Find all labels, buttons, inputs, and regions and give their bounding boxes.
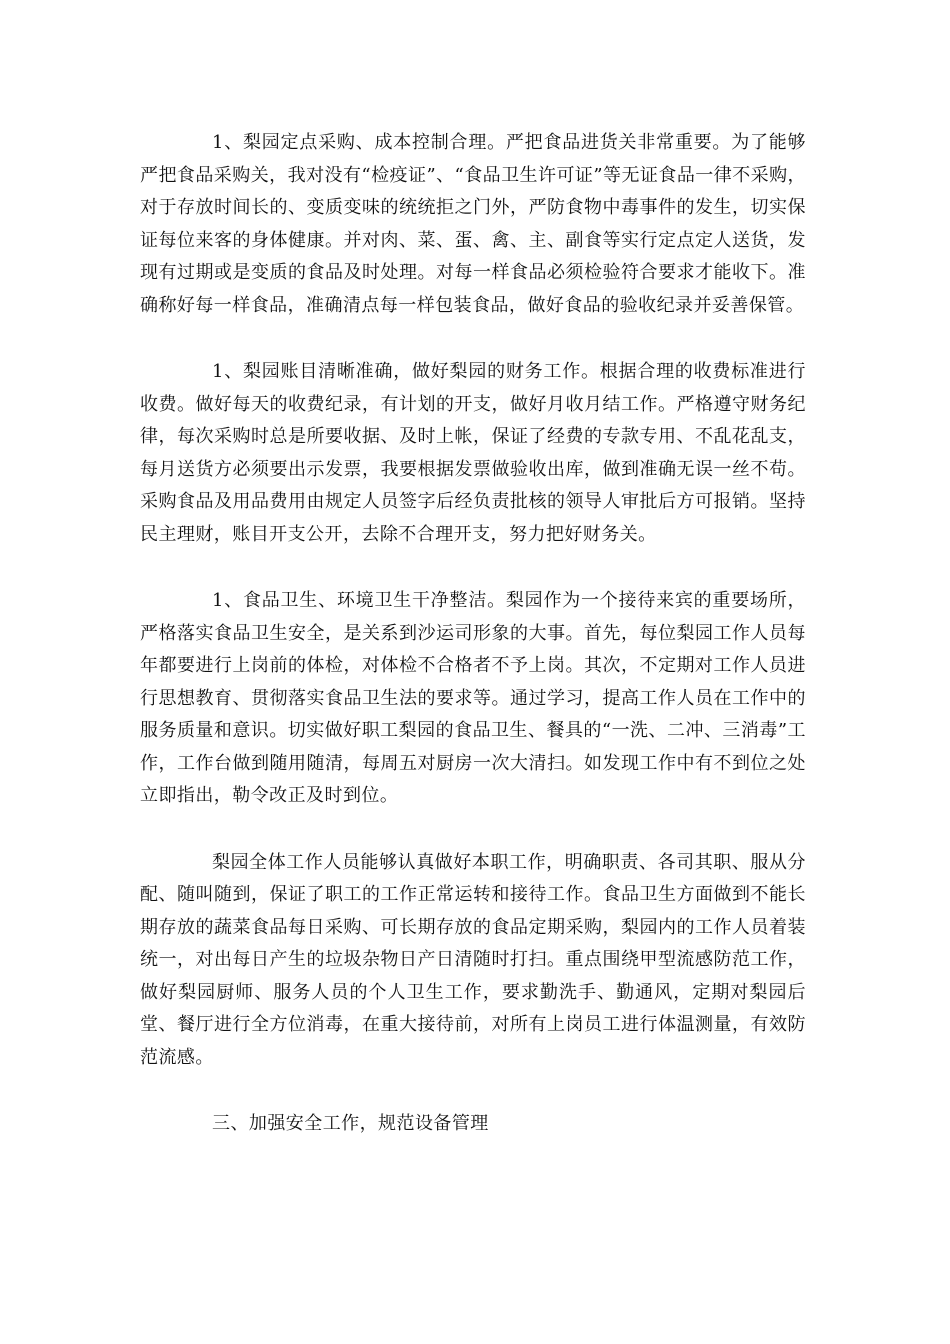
document-body <box>140 127 806 1175</box>
paragraph-finance: 1、梨园账目清晰准确，做好梨园的财务工作。根据合理的收费标准进行收费。做好每天的收费纪录，有计划的开支，做好月收月结工作。严格遵守财务纪律，每次采购时总是所要收据、及时上帐，保证了经费的专款专用、不乱花乱支，每月送货方必须要出示发票，我要根据发票做验收出库，做到准确无误一丝不苟。采购食品及用品费用由规定人员签字后经负责批核的领导人审批后方可报销。坚持民主理财，账目开支公开，去除不合理开支，努力把好财务关。 <box>140 361 806 545</box>
section-heading-safety: 三、加强安全工作，规范设备管理 <box>212 1113 489 1134</box>
paragraph-staff-duties: 梨园全体工作人员能够认真做好本职工作，明确职责、各司其职、服从分配、随叫随到，保证了职工的工作正常运转和接待工作。食品卫生方面做到不能长期存放的蔬菜食品每日采购、可长期存放的食品定期采购，梨园内的工作人员着装统一，对出每日产生的垃圾杂物日产日清随时打扫。重点围绕甲型流感防范工作，做好梨园厨师、服务人员的个人卫生工作，要求勤洗手、勤通风，定期对梨园后堂、餐厅进行全方位消毒，在重大接待前，对所有上岗员工进行体温测量，有效防范流感。 <box>140 851 806 1068</box>
paragraph-procurement: 1、梨园定点采购、成本控制合理。严把食品进货关非常重要。为了能够严把食品采购关，我对没有“检疫证”、“食品卫生许可证”等无证食品一律不采购，对于存放时间长的、变质变味的统统拒之门外，严防食物中毒事件的发生，切实保证每位来客的身体健康。并对肉、菜、蛋、禽、主、副食等实行定点定人送货，发现有过期或是变质的食品及时处理。对每一样食品必须检验符合要求才能收下。准确称好每一样食品，准确清点每一样包装食品，做好食品的验收纪录并妥善保管。 <box>140 132 806 316</box>
paragraph-hygiene: 1、食品卫生、环境卫生干净整洁。梨园作为一个接待来宾的重要场所，严格落实食品卫生安全，是关系到沙运司形象的大事。首先，每位梨园工作人员每年都要进行上岗前的体检，对体检不合格者不予上岗。其次，不定期对工作人员进行思想教育、贯彻落实食品卫生法的要求等。通过学习，提高工作人员在工作中的服务质量和意识。切实做好职工梨园的食品卫生、餐具的“一洗、二冲、三消毒”工作，工作台做到随用随清，每周五对厨房一次大清扫。如发现工作中有不到位之处立即指出，勒令改正及时到位。 <box>140 590 806 806</box>
